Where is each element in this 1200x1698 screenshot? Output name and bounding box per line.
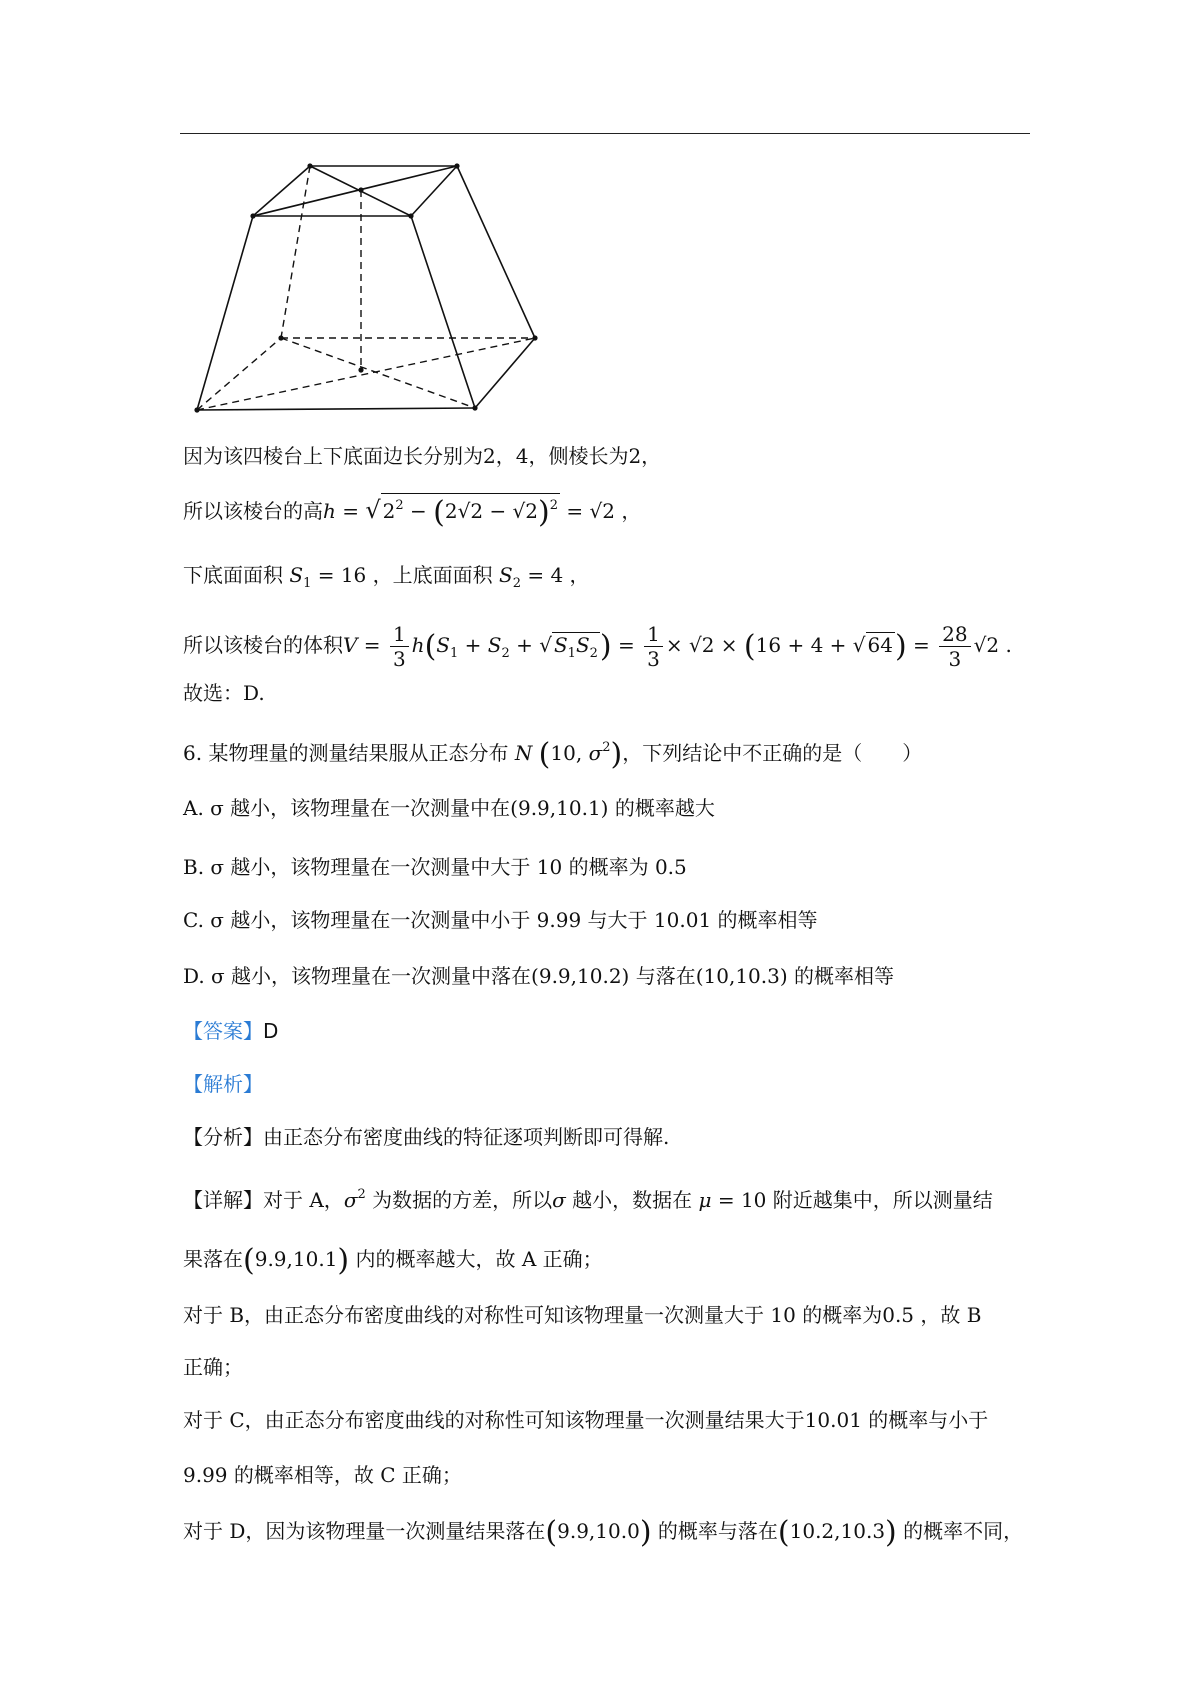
fenxi-text: 由正态分布密度曲线的特征逐项判断即可得解. [263,1125,670,1149]
calc-line-5: 故选：D. [183,681,265,705]
detail-b2: ，故 B [920,1303,982,1327]
analysis-tag: 【解析】 [183,1072,263,1096]
detail-a6: 内的概率越大，故 A 正确； [355,1247,603,1271]
detail-c3: 的概率相等，故 C 正确； [233,1463,462,1487]
calc-line-4-text: 所以该棱台的体积 [183,633,343,657]
analysis-line [183,1069,263,1099]
option-c: C. σ 越小，该物理量在一次测量中小于 9.99 与大于 10.01 的概率相等 [183,908,818,932]
detail-line-a1: 【详解】对于 A，$\sigma^2$ 为数据的方差，所以σ 越小，数据在 μ = 10 附近越集中，所以测量结 [183,1187,993,1212]
calc-line-volume: 所以该棱台的体积V = $\frac{1}{3}$ $h(S_1 + S_2$ + √ $S_1S_2$) = $\frac{1}{3}$ × √2 × (16 + 4 + √ 64) = $\frac{28}{3}$ √2 . [183,622,1012,671]
option-d: D. σ 越小，该物理量在一次测量中落在(9.9,10.2) 与落在(10,10.3) 的概率相等 [183,964,895,988]
calc-line-2-text: 所以该棱台的高 [183,499,323,523]
detail-c1: 对于 C，由正态分布密度曲线的对称性可知该物理量一次测量结果大于 [183,1408,805,1432]
detail-d2: 的概率与落在 [657,1519,778,1543]
calc-line-area: 下底面面积 $S_1 = 16$ ，上底面面积 $S_2 = 4$ ， [183,563,590,591]
answer-line [183,1016,278,1046]
detail-d1: 对于 D，因为该物理量一次测量结果落在 [183,1519,546,1543]
question-stem-a: 6. 某物理量的测量结果服从正态分布 [183,741,509,765]
option-b: B. σ 越小，该物理量在一次测量中大于 10 的概率为 0.5 [183,855,687,879]
option-a: A. σ 越小，该物理量在一次测量中在(9.9,10.1) 的概率越大 [183,796,715,820]
calc-line-3a: 下底面面积 [183,563,283,587]
question-stem: 6. 某物理量的测量结果服从正态分布 N (10, $\sigma^2$)，下列结论中不正确的是（ ） [183,737,923,772]
header-rule [180,133,1030,134]
detail-b1: 对于 B，由正态分布密度曲线的对称性可知该物理量一次测量大于 10 的概率为 [183,1303,883,1327]
detail-line-b1: 对于 B，由正态分布密度曲线的对称性可知该物理量一次测量大于 10 的概率为0.5 ，故 B [183,1303,982,1327]
fenxi-line [183,1122,669,1152]
detail-a4: 附近越集中，所以测量结 [772,1188,993,1212]
question-stem-b: ，下列结论中不正确的是（ ） [622,741,923,765]
detail-line-a2: 果落在(9.9,10.1) 内的概率越大，故 A 正确； [183,1243,603,1278]
calc-line-3b: ，上底面面积 [372,563,493,587]
calc-line-1: 因为该四棱台上下底面边长分别为2，4，侧棱长为2， [183,444,662,468]
detail-a5: 果落在 [183,1247,243,1271]
answer-tag: 【答案】 [183,1019,263,1043]
frustum-figure [185,160,585,420]
detail-tag: 【详解】 [183,1188,263,1212]
detail-line-b2: 正确； [183,1355,243,1379]
detail-line-c2: 9.99 的概率相等，故 C 正确； [183,1463,462,1487]
detail-a1: 对于 A， [263,1188,344,1212]
detail-line-c1: 对于 C，由正态分布密度曲线的对称性可知该物理量一次测量结果大于10.01 的概率与小于 [183,1408,989,1432]
answer-value: D [263,1019,279,1043]
calc-line-height: 所以该棱台的高h = √ $2^2 - (2√2 - √2)^2 = √2$ ， [183,495,642,530]
detail-a3: 越小，数据在 [572,1188,693,1212]
detail-a2: 为数据的方差，所以 [372,1188,553,1212]
detail-c2: 的概率与小于 [868,1408,989,1432]
detail-line-d1: 对于 D，因为该物理量一次测量结果落在(9.9,10.0) 的概率与落在(10.2,10.3) 的概率不同， [183,1515,1024,1550]
detail-d3: 的概率不同， [903,1519,1024,1543]
fenxi-tag: 【分析】 [183,1125,263,1149]
